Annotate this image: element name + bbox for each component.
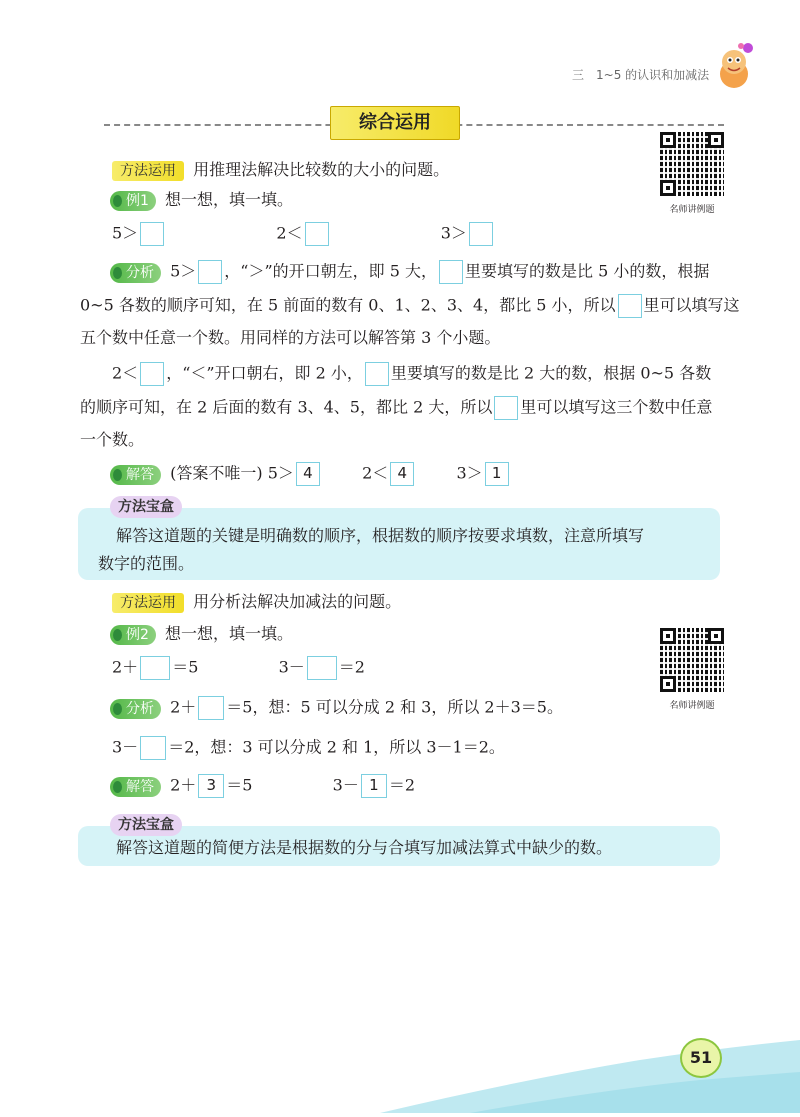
answer-box: 3	[198, 774, 224, 798]
analysis-row-5: 的顺序可知，在 2 后面的数有 3、4、5，都比 2 大，所以 里可以填写这三个数中任意	[80, 396, 712, 420]
analysis-row-6: 一个数。	[80, 430, 145, 449]
answer-row: 解答 (答案不唯一) 5＞ 4 2＜ 4 3＞ 1	[110, 462, 511, 486]
tip-label: 方法宝盒	[110, 814, 182, 836]
analysis-row-1: 分析 5＞ ，“＞”的开口朝左，即 5 大， 里要填写的数是比 5 小的数，根据	[110, 260, 709, 284]
analysis-tag: 分析	[110, 263, 161, 283]
qr-caption: 名师讲例题	[669, 701, 715, 711]
method-row-2	[112, 592, 401, 613]
answer-box	[618, 294, 642, 318]
analysis-tag: 分析	[110, 699, 161, 719]
page-number: 51	[689, 1048, 713, 1067]
question-row-2: 2＋ ＝5 3－ ＝2	[112, 656, 365, 680]
analysis-row-3: 五个数中任意一个数。用同样的方法可以解答第 3 个小题。	[80, 328, 501, 347]
answer-tag: 解答	[110, 777, 161, 797]
question-3: 3＞	[440, 223, 467, 243]
footer-wave	[0, 1020, 800, 1113]
question-2: 2＜	[276, 223, 303, 243]
method-tag: 方法运用	[112, 593, 184, 613]
analysis-row-2-2: 3－ ＝2，想：3 可以分成 2 和 1，所以 3－1＝2。	[112, 736, 505, 760]
answer-box	[140, 656, 170, 680]
answer-box	[140, 222, 164, 246]
example-row-2	[110, 624, 293, 645]
example-text: 想一想，填一填。	[165, 624, 294, 643]
answer-box: 1	[485, 462, 509, 486]
qr-code	[660, 132, 724, 196]
example-text: 想一想，填一填。	[165, 190, 294, 209]
answer-tag: 解答	[110, 465, 161, 485]
qr-code	[660, 628, 724, 692]
answer-box	[198, 260, 222, 284]
answer-box: 1	[361, 774, 387, 798]
answer-box: 4	[390, 462, 414, 486]
analysis-row-4: 2＜ ，“＜”开口朝右，即 2 小， 里要填写的数是比 2 大的数，根据 0~5 各数	[112, 362, 711, 386]
analysis-row-2: 0~5 各数的顺序可知，在 5 前面的数有 0、1、2、3、4，都比 5 小，所以 里可以填写这	[80, 294, 740, 318]
tip-text-2-1: 解答这道题的简便方法是根据数的分与合填写加减法算式中缺少的数。	[116, 838, 613, 857]
answer-box	[494, 396, 518, 420]
answer-box	[469, 222, 493, 246]
example-row	[110, 190, 293, 211]
answer-box	[307, 656, 337, 680]
question-row	[112, 222, 495, 246]
method-tag: 方法运用	[112, 161, 184, 181]
answer-box	[305, 222, 329, 246]
mascot-icon	[712, 40, 760, 92]
example-tag: 例1	[110, 191, 156, 211]
answer-box	[140, 362, 164, 386]
page-number-badge	[680, 1038, 722, 1078]
qr-caption: 名师讲例题	[669, 205, 715, 215]
method-text: 用分析法解决加减法的问题。	[193, 592, 402, 611]
question-1: 5＞	[112, 223, 139, 243]
section-title-banner	[330, 106, 460, 140]
tip-text-1: 解答这道题的关键是明确数的顺序，根据数的顺序按要求填数，注意所填写	[116, 526, 645, 545]
answer-row-2: 解答 2＋ 3 ＝5 3－ 1 ＝2	[110, 774, 415, 798]
analysis-row-2-1: 分析 2＋ ＝5，想：5 可以分成 2 和 3，所以 2＋3＝5。	[110, 696, 563, 720]
method-text: 用推理法解决比较数的大小的问题。	[193, 160, 450, 179]
example-tag: 例2	[110, 625, 156, 645]
answer-box	[140, 736, 166, 760]
answer-box	[198, 696, 224, 720]
answer-box: 4	[296, 462, 320, 486]
section-title: 综合运用	[359, 112, 431, 133]
chapter-header: 三 1~5 的认识和加减法	[572, 68, 710, 82]
answer-box	[439, 260, 463, 284]
method-row	[112, 160, 449, 181]
tip-text-2: 数字的范围。	[98, 554, 195, 573]
tip-label: 方法宝盒	[110, 496, 182, 518]
answer-box	[365, 362, 389, 386]
